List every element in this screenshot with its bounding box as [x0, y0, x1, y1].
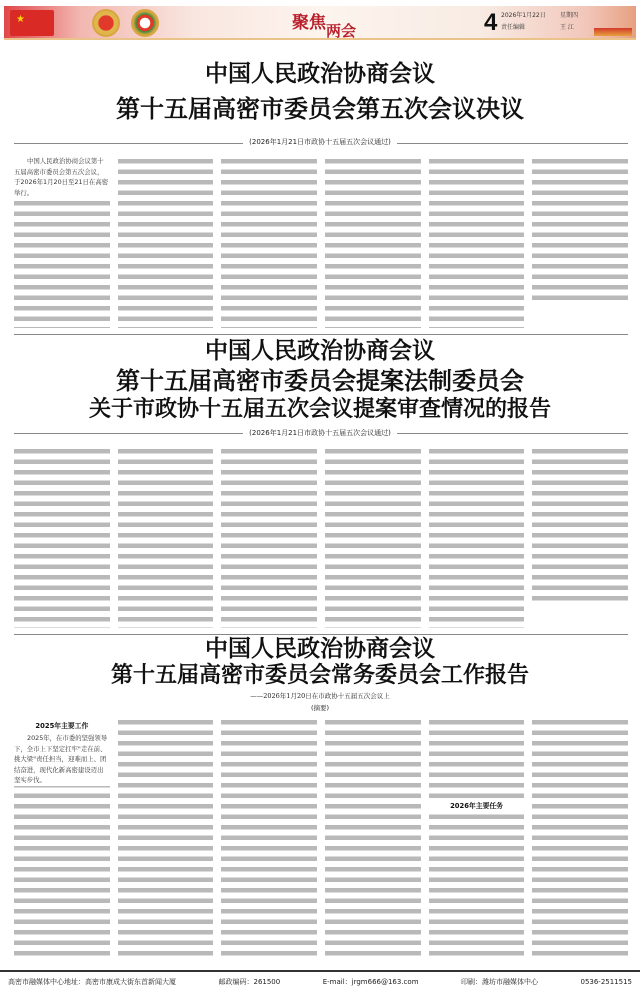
article2-body: [14, 446, 628, 628]
issue-date: 2026年1月22日: [501, 12, 546, 19]
section-heading: 2025年主要工作: [14, 719, 110, 733]
article3-body: [14, 717, 628, 960]
divider: [14, 334, 628, 335]
article3-subtitle: ——2026年1月20日在市政协十五届五次会议上: [250, 692, 390, 700]
divider: [14, 634, 628, 635]
weekday: 星期四: [560, 12, 579, 19]
article1-subtitle: (2026年1月21日市政协十五届五次会议通过): [243, 138, 397, 146]
article1-body: [14, 156, 628, 328]
cppcc-emblem-icon: [131, 9, 159, 37]
footer-phone: 0536-2511515: [580, 978, 632, 986]
national-emblem-icon: [92, 9, 120, 37]
footer: [0, 970, 640, 987]
article3-title-line2: 第十五届高密市委员会常务委员会工作报告: [110, 663, 529, 688]
article2-title-line1: 中国人民政治协商会议: [205, 338, 435, 364]
page-number: 4: [484, 9, 498, 36]
section-brand: 聚焦两会: [292, 13, 357, 40]
article3-title-line1: 中国人民政治协商会议: [205, 636, 435, 662]
national-flag-icon: ★: [10, 10, 54, 36]
footer-printer: 印刷：潍坊市融媒体中心: [461, 978, 538, 986]
footer-email: E-mail：jrgm666@163.com: [322, 978, 419, 986]
article2-title-line2: 第十五届高密市委员会提案法制委员会: [116, 367, 524, 395]
article1-lead: 中国人民政治协商会议第十五届高密市委员会第五次会议，于2026年1月20日至21日在高密举行。: [14, 157, 109, 197]
article2-title-line3: 关于市政协十五届五次会议提案审查情况的报告: [88, 397, 551, 422]
article3-lead: 2025年，在市委的坚强领导下，全市上下坚定扛牢"走在前、挑大梁"责任担当，迎难而上、团结奋进，现代化新高密建设迈出坚实步伐。: [14, 733, 110, 786]
article3-abstract: (摘要): [310, 704, 330, 712]
footer-address: 高密市融媒体中心地址：高密市康成大街东首新闻大厦: [8, 978, 176, 986]
section-heading: 2026年主要任务: [429, 799, 525, 813]
footer-postcode: 邮政编码：261500: [218, 978, 281, 986]
editor-name: 王 江: [560, 24, 574, 31]
article1-title-line1: 中国人民政治协商会议: [205, 61, 435, 87]
tiananmen-icon: [594, 28, 632, 36]
article2-subtitle: (2026年1月21日市政协十五届五次会议通过): [243, 429, 397, 437]
article1-title-line2: 第十五届高密市委员会第五次会议决议: [116, 95, 524, 123]
masthead: [4, 6, 636, 40]
editor-label: 责任编辑: [501, 24, 526, 31]
